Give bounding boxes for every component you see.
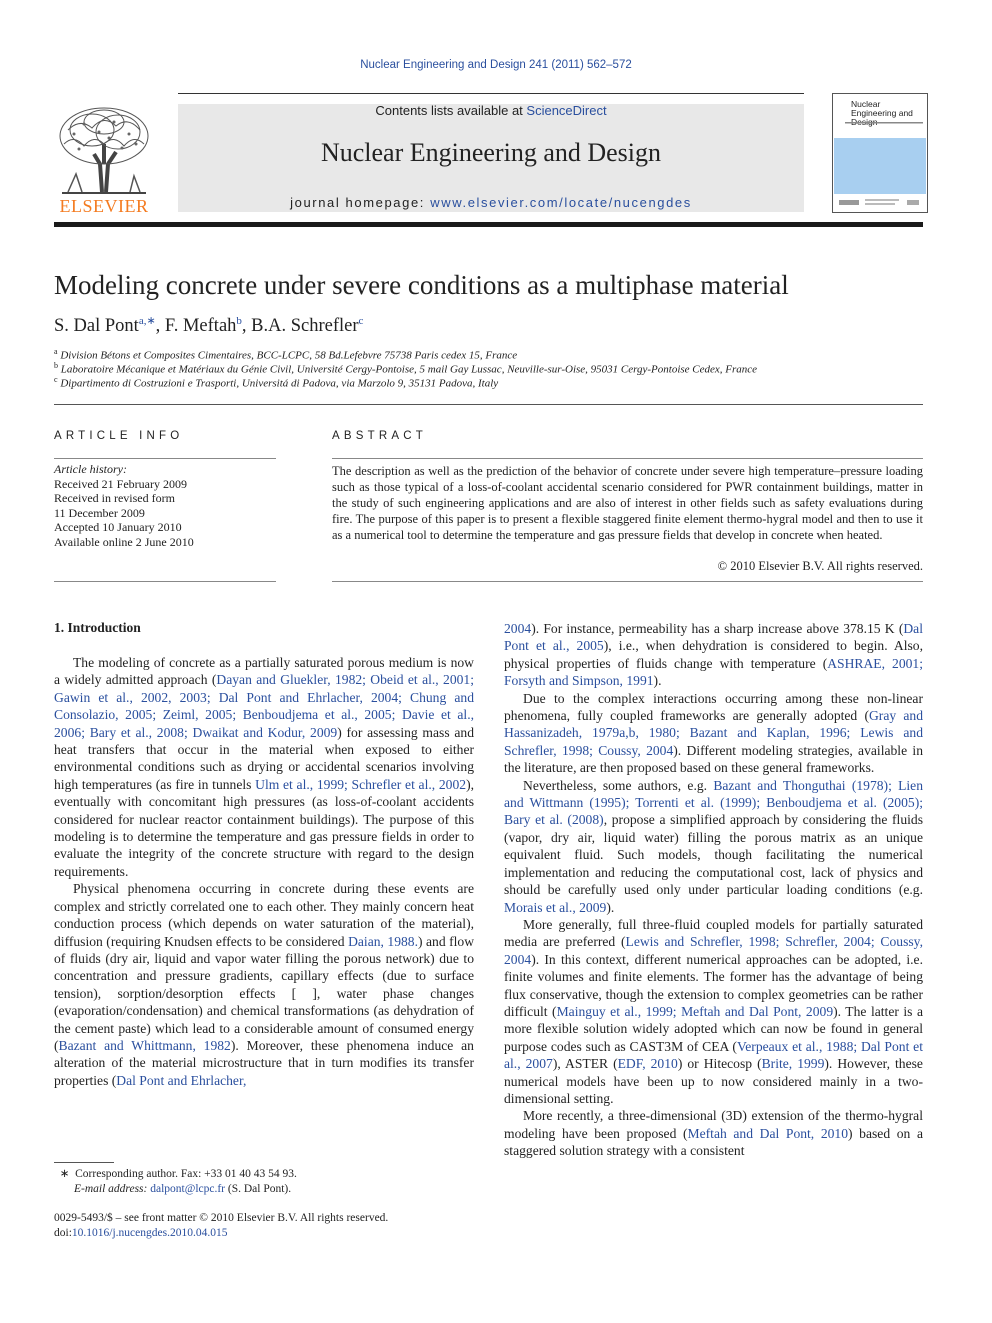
citation-link[interactable]: Morais et al., 2009 [504, 899, 607, 915]
citation-link[interactable]: Dayan and Gluekler, 1982; Obeid et al., 2001; Gawin et al., 2002, 2003; Dal Pont and Ehrlacher, 2004; Chung and Consolazio, 2005; Zeiml, 2005; Benboudjema et al., 2005; Davie et al., 2006; Bary et al., 2008; Dwaikat and Kodur, 2009 [54, 672, 474, 740]
email-label: E-mail address: [74, 1183, 151, 1195]
body-paragraph [54, 880, 474, 1089]
paragraph-text: ), i.e., when dehydration is considered to begin. Also, physical properties of fluids change with temperature ( [504, 638, 923, 671]
paragraph-text: ). [653, 673, 662, 689]
doi-label: doi: [54, 1227, 72, 1239]
footnote-mark: ∗ [59, 1168, 70, 1180]
history-entry: Received 21 February 2009 [54, 476, 187, 491]
homepage-label: journal homepage: [290, 195, 431, 210]
body-paragraph [504, 620, 923, 690]
paragraph-text: ) and flow of fluids (dry air, liquid and vapor water filling the porous network) due to concentration and pressure gradients, capillary effects (due to surface tension), sorption/desorption effects [ ], water phase changes (evaporation/condensation) and chemical transformations (as dehydration of the cement paste) which lead to a considerable amount of consumed energy ( [54, 933, 475, 1053]
history-entry: Accepted 10 January 2010 [54, 520, 182, 534]
issn-line: 0029-5493/$ – see front matter © 2010 Elsevier B.V. All rights reserved. [54, 1212, 389, 1224]
citation-link[interactable]: Dal Pont et al., 2005 [504, 621, 923, 654]
paragraph-text: ). Moreover, these phenomena induce an alteration of the material microstructure that in turn modifies its transfer properties ( [54, 1037, 474, 1088]
abstract-heading: ABSTRACT [332, 430, 427, 442]
citation-link[interactable]: Gray and Hassanizadeh, 1979a,b, 1980; Bazant and Kaplan, 1996; Lewis and Schrefler, 1998; Coussy, 2004 [504, 708, 923, 758]
contents-prefix: Contents lists available at [375, 103, 527, 118]
body-column-right [504, 620, 923, 1160]
body-paragraph [54, 654, 474, 880]
paragraph-text: Due to the complex interactions occurring among these non-linear phenomena, fully coupled frameworks are generally adopted ( [504, 690, 923, 724]
author-affiliation-mark[interactable]: b [236, 315, 242, 327]
homepage-link[interactable]: www.elsevier.com/locate/nucengdes [430, 195, 692, 210]
history-entry: Received in revised form [54, 491, 175, 505]
paragraph-text: The modeling of concrete as a partially saturated porous medium is now a widely admitted approach ( [54, 655, 474, 688]
citation-link[interactable]: Dal Pont and Ehrlacher, [116, 1072, 247, 1088]
citation-link[interactable]: Meftah and Dal Pont, 2010 [687, 1125, 849, 1141]
journal-name: Nuclear Engineering and Design [320, 138, 662, 167]
header-rule [178, 93, 804, 94]
paragraph-text: Physical phenomena occurring in concrete during these events are complex and strictly correlated one to each other. They mainly concern heat conduction process (which depends on water saturation of the material), diffusion (requiring Knudsen effects to be considered [54, 881, 474, 949]
affiliation-text: Division Bétons et Composites Cimentaires, BCC-LCPC, 58 Bd.Lefebvre 75738 Paris cedex 15, France [60, 349, 518, 362]
paragraph-text: More generally, full three-fluid coupled models for partially saturated media are preferred ( [504, 916, 923, 950]
article-title: Modeling concrete under severe conditions as a multiphase material [54, 270, 789, 300]
corresponding-author-footnote [54, 1167, 297, 1197]
citation-link[interactable]: Verpeaux et al., 1988; Dal Pont et al., 2007 [504, 1038, 923, 1072]
body-paragraph [504, 690, 923, 777]
author-name[interactable]: F. Meftah [164, 316, 237, 337]
citation-link[interactable]: Bazant and Thonguthai (1978); Lien and Wittmann (1995); Torrenti et al. (1999); Benboudjema et al. (2005); Bary et al. (2008) [504, 777, 923, 828]
paragraph-text: ) or Hitecosp ( [677, 1056, 762, 1072]
paragraph-text: ) for assessing mass and heat transfers that occur in the material when exposed to either environmental conditions such as drying or accidental scenarios involving high temperatures (as fire in tunnels [54, 724, 474, 792]
author-affiliation-mark[interactable]: c [358, 315, 364, 327]
abstract-rule-bottom [332, 581, 923, 582]
author-affiliation-mark[interactable]: a,∗ [138, 315, 156, 327]
paragraph-text: , propose a simplified approach by considering the fluids (vapor, dry air, liquid water) filling the porous matrix as an unique equivalent fluid. Such models, though facilitating the numerical implementation and reducing the computational cost, lack of physics and should be carefully used only under particular loading conditions (e.g. [504, 812, 923, 898]
affiliation [54, 375, 498, 390]
article-info-rule-top [54, 458, 276, 459]
abstract-text: The description as well as the prediction of the behavior of concrete under severe high temperature–pressure loading such as those typical of a loss-of-coolant accidental scenario considered for PWR containment buildings, matter in the study of such engineering applications and are also of interest in other fields such as safety evaluations during fire. The purpose of this paper is to present a flexible staggered finite element thermo-hygral model and then to use it as a numerical tool to determine the temperature and gas pressure fields that develop in concrete when heated. [332, 464, 923, 542]
email-suffix: (S. Dal Pont). [225, 1183, 292, 1195]
affiliation-text: Laboratoire Mécanique et Matériaux du Génie Civil, Université Cergy-Pontoise, 5 mail Gay Lussac, Neuville-sur-Oise, 95031 Cergy-Pontoise Cedex, France [60, 363, 758, 376]
cover-image [834, 138, 926, 194]
paragraph-text: ), eventually with concomitant high pressures (as loss-of-coolant accidents considered for nuclear reactor containment buildings). The purpose of this modeling is to determine the temperature and gas pressure fields in order to evaluate the integrity of the concrete structure with regard to the design requirements. [54, 776, 474, 879]
paragraph-text: ). The latter is a more flexible solution widely adopted which can now be found in general purpose codes such as CAST3M of CEA ( [504, 1003, 923, 1054]
citation-link[interactable]: Mainguy et al., 1999; Meftah and Dal Pont, 2009 [556, 1003, 834, 1019]
affiliation-mark: a [54, 347, 58, 356]
sciencedirect-link[interactable]: ScienceDirect [526, 103, 607, 118]
author-list: S. Dal Pont$^{a,∗}$, F. Meftah$^b$, B.A. Schrefler$^c$ [54, 315, 364, 337]
header-thick-rule [54, 222, 923, 227]
paragraph-text: ). However, these numerical models have been up to now considered mainly in a two-dimensional setting. [504, 1056, 923, 1106]
citation-link[interactable]: EDF, 2010 [617, 1056, 678, 1072]
article-history-label: Article history: [54, 462, 127, 476]
citation-link[interactable]: Lewis and Schrefler, 1998; Schrefler, 2004; Coussy, 2004 [504, 934, 923, 967]
cover-subtitle-lines-icon [845, 121, 923, 125]
body-paragraph [504, 777, 923, 916]
citation-link[interactable]: Bazant and Whittmann, 1982 [58, 1037, 231, 1053]
paragraph-text: Nevertheless, some authors, e.g. [523, 777, 714, 793]
contents-availability [178, 103, 804, 118]
affiliation-mark: b [54, 361, 58, 370]
affiliation [54, 361, 757, 376]
affiliation-text: Dipartimento di Costruzioni e Trasporti, Universitá di Padova, via Marzolo 9, 35131 Padova, Italy [60, 377, 499, 390]
journal-homepage [178, 195, 804, 210]
page-footer [54, 1211, 388, 1241]
article-history [54, 462, 194, 549]
author-name[interactable]: S. Dal Pont [54, 316, 139, 337]
history-entry: Available online 2 June 2010 [54, 534, 194, 549]
affiliation [54, 347, 517, 362]
author-name[interactable]: B.A. Schrefler [251, 316, 359, 337]
citation-link[interactable]: Ulm et al., 1999; Schrefler et al., 2002 [255, 776, 467, 792]
paragraph-text: ) based on a staggered solution strategy with a consistent [504, 1125, 923, 1159]
affiliation-mark: c [54, 375, 58, 384]
elsevier-wordmark[interactable]: ELSEVIER [59, 196, 149, 216]
article-info-heading: ARTICLE INFO [54, 430, 184, 442]
paragraph-text: More recently, a three-dimensional (3D) extension of the thermo-hygral modeling have been proposed ( [504, 1108, 923, 1141]
paragraph-text: ). [606, 899, 615, 915]
body-paragraph [504, 1107, 923, 1159]
title-rule [54, 404, 923, 405]
email-link[interactable]: dalpont@lcpc.fr [150, 1183, 226, 1195]
paragraph-text: ), ASTER ( [552, 1056, 618, 1072]
article-info-rule-bottom [54, 581, 276, 582]
doi-link[interactable]: 10.1016/j.nucengdes.2010.04.015 [71, 1227, 228, 1239]
paragraph-text: ). In this context, different numerical approaches can be adopted, i.e. finite volumes and finite elements. The former has the advantage of being flux conservative, though the extension to complex geometries can be rather difficult ( [504, 951, 923, 1019]
body-column-left [54, 654, 474, 1089]
footnote-text: Corresponding author. Fax: +33 01 40 43 54 93. [75, 1168, 297, 1180]
citation-link[interactable]: ASHRAE, 2001; Forsyth and Simpson, 1991 [504, 655, 923, 689]
paragraph-text: ). Different modeling strategies, available in the literature, are then proposed based on these general frameworks. [504, 742, 923, 776]
paragraph-text: ). For instance, permeability has a sharp increase above 378.15 K ( [531, 621, 904, 636]
citation-link[interactable]: Brite, 1999 [761, 1056, 825, 1072]
footnote-rule [54, 1162, 114, 1163]
cover-title: Nuclear Engineering and [851, 99, 913, 118]
journal-cover-thumbnail[interactable] [832, 93, 928, 213]
cover-footer-icon [837, 197, 923, 209]
copyright-notice: © 2010 Elsevier B.V. All rights reserved. [717, 559, 923, 573]
citation-link[interactable]: 2004 [504, 621, 532, 636]
history-entry: 11 December 2009 [54, 505, 145, 520]
abstract-rule-top [332, 458, 923, 459]
citation-link[interactable]: Daian, 1988. [348, 933, 418, 949]
section-heading: 1. Introduction [54, 620, 141, 635]
journal-citation[interactable]: Nuclear Engineering and Design 241 (2011) 562–572 [360, 59, 632, 71]
body-paragraph [504, 916, 923, 1107]
